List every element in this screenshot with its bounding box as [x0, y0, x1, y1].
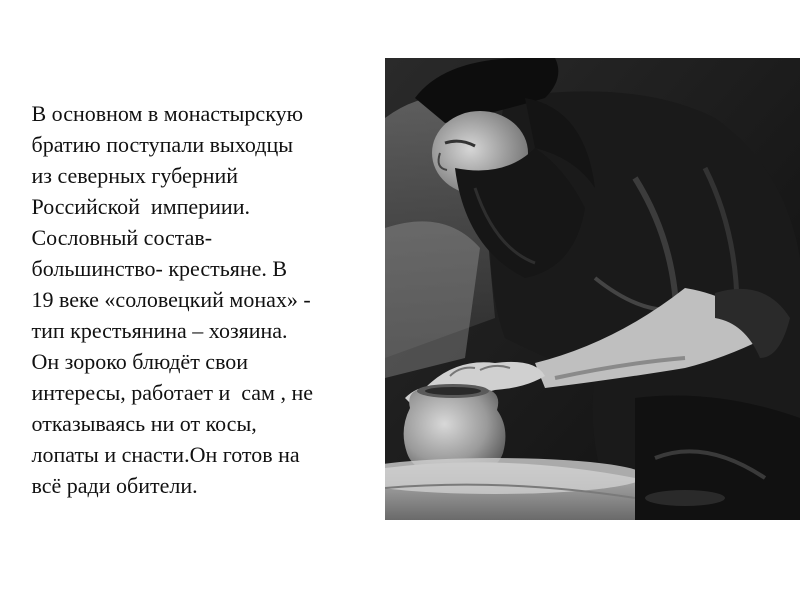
text-line: Российской империии.: [26, 194, 250, 219]
text-line: тип крестьянина – хозяина.: [26, 318, 288, 343]
text-line: Сословный состав-: [26, 225, 213, 250]
slide-text: [26, 98, 386, 501]
text-line: братию поступали выходцы: [26, 132, 294, 157]
monk-pottery-photo: [385, 58, 800, 520]
text-line: отказываясь ни от косы,: [26, 411, 257, 436]
text-line: всё ради обители.: [26, 473, 198, 498]
text-line: Он зороко блюдёт свои: [26, 349, 249, 374]
text-line: 19 веке «соловецкий монах» -: [26, 287, 311, 312]
text-line: В основном в монастырскую: [26, 101, 304, 126]
text-line: из северных губерний: [26, 163, 239, 188]
text-line: лопаты и снасти.Он готов на: [26, 442, 300, 467]
monk-at-pottery-wheel-photo-icon: [385, 58, 800, 520]
text-line: интересы, работает и сам , не: [26, 380, 314, 405]
text-line: большинство- крестьяне. В: [26, 256, 288, 281]
